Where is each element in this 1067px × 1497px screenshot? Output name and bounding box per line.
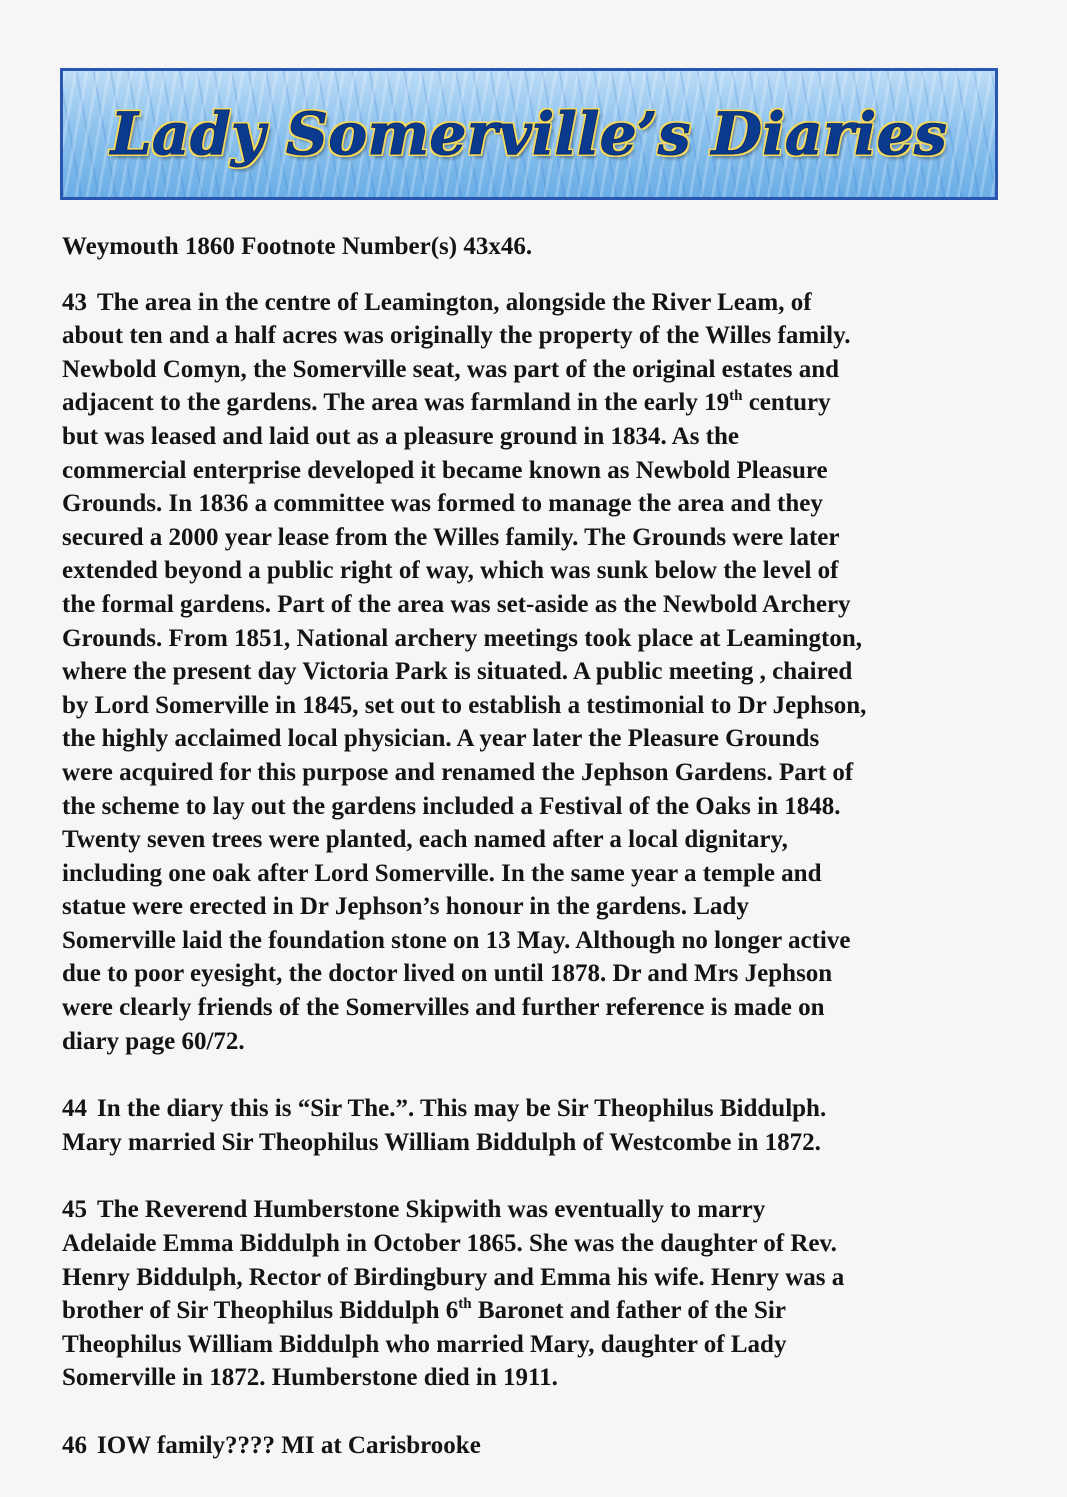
footnote-text: Grounds. From 1851, National archery meetings took place at Leamington,	[62, 624, 862, 652]
footnote-line	[62, 454, 1012, 488]
document-body	[62, 230, 1012, 1497]
footnote-text: brother of Sir Theophilus Biddulph 6	[62, 1297, 459, 1325]
footnote-46	[62, 1429, 1012, 1463]
footnote-line	[62, 1025, 1012, 1059]
footnote-line	[62, 1261, 1012, 1295]
footnote-line	[62, 1193, 1012, 1227]
footnote-line	[62, 790, 1012, 824]
footnote-text: century	[742, 389, 831, 417]
footnote-text: the highly acclaimed local physician. A year later the Pleasure Grounds	[62, 725, 820, 753]
footnote-text: secured a 2000 year lease from the Willes family. The Grounds were later	[62, 523, 840, 551]
footnote-text: The Reverend Humberstone Skipwith was eventually to marry	[97, 1196, 766, 1224]
footnote-line	[62, 554, 1012, 588]
footnote-text: where the present day Victoria Park is situated. A public meeting , chaired	[62, 658, 853, 686]
footnote-number: 45	[62, 1196, 87, 1224]
footnote-text: were clearly friends of the Somervilles and further reference is made on	[62, 994, 825, 1022]
page-heading: Weymouth 1860 Footnote Number(s) 43x46.	[62, 233, 533, 260]
footnote-text: by Lord Somerville in 1845, set out to establish a testimonial to Dr Jephson,	[62, 691, 867, 719]
footnote-line	[62, 420, 1012, 454]
footnote-text: Henry Biddulph, Rector of Birdingbury and Emma his wife. Henry was a	[62, 1263, 845, 1291]
footnote-number: 46	[62, 1432, 87, 1459]
footnotes-list	[62, 286, 1012, 1463]
footnote-line	[62, 1092, 1012, 1126]
banner-title: Lady Somerville’s Diaries	[110, 100, 948, 168]
footnote-text: due to poor eyesight, the doctor lived on until 1878. Dr and Mrs Jephson	[62, 960, 833, 988]
footnote-line	[62, 722, 1012, 756]
footnote-text: Newbold Comyn, the Somerville seat, was part of the original estates and	[62, 355, 840, 383]
footnote-line	[62, 386, 1012, 420]
footnote-45	[62, 1193, 1012, 1395]
footnote-text: about ten and a half acres was originally the property of the Willes family.	[62, 322, 851, 350]
footnote-text: Somerville laid the foundation stone on 13 May. Although no longer active	[62, 926, 851, 954]
footnote-text: were acquired for this purpose and renamed the Jephson Gardens. Part of	[62, 758, 854, 786]
footnote-text: statue were erected in Dr Jephson’s honour in the gardens. Lady	[62, 893, 749, 921]
footnote-line	[62, 1429, 1012, 1463]
footnote-line	[62, 1361, 1012, 1395]
footnote-line	[62, 622, 1012, 656]
footnote-number: 44	[62, 1095, 87, 1123]
footnote-line	[62, 1227, 1012, 1261]
footnote-text: adjacent to the gardens. The area was farmland in the early 19	[62, 389, 730, 417]
footnote-text: Adelaide Emma Biddulph in October 1865. She was the daughter of Rev.	[62, 1230, 837, 1258]
footnote-text: Grounds. In 1836 a committee was formed to manage the area and they	[62, 490, 823, 518]
footnote-text: diary page 60/72.	[62, 1027, 245, 1055]
footnote-line	[62, 655, 1012, 689]
footnote-line	[62, 353, 1012, 387]
footnote-text: In the diary this is “Sir The.”. This may be Sir Theophilus Biddulph.	[97, 1095, 827, 1123]
footnote-text: The area in the centre of Leamington, alongside the River Leam, of	[97, 288, 812, 316]
footnote-text: extended beyond a public right of way, which was sunk below the level of	[62, 557, 839, 585]
footnote-line	[62, 487, 1012, 521]
footnote-text: IOW family???? MI at Carisbrooke	[97, 1432, 481, 1459]
footnote-text: but was leased and laid out as a pleasure ground in 1834. As the	[62, 422, 740, 450]
footnote-line	[62, 823, 1012, 857]
footnote-text: the formal gardens. Part of the area was set-aside as the Newbold Archery	[62, 590, 851, 618]
superscript-text: th	[458, 1296, 472, 1313]
superscript-text: th	[729, 388, 743, 405]
title-banner	[60, 68, 998, 200]
footnote-line	[62, 756, 1012, 790]
footnote-line	[62, 588, 1012, 622]
footnote-line	[62, 286, 1012, 320]
footnote-number: 43	[62, 288, 87, 316]
footnote-text: including one oak after Lord Somerville. In the same year a temple and	[62, 859, 822, 887]
footnote-44	[62, 1092, 1012, 1159]
footnote-line	[62, 1328, 1012, 1362]
footnote-line	[62, 319, 1012, 353]
footnote-text: Theophilus William Biddulph who married Mary, daughter of Lady	[62, 1330, 787, 1358]
footnote-text: Mary married Sir Theophilus William Biddulph of Westcombe in 1872.	[62, 1128, 821, 1156]
footnote-line	[62, 924, 1012, 958]
footnote-text: the scheme to lay out the gardens included a Festival of the Oaks in 1848.	[62, 792, 841, 820]
footnote-line	[62, 991, 1012, 1025]
footnote-line	[62, 957, 1012, 991]
footnote-line	[62, 1294, 1012, 1328]
footnote-text: Twenty seven trees were planted, each named after a local dignitary,	[62, 826, 788, 854]
footnote-line	[62, 857, 1012, 891]
footnote-line	[62, 689, 1012, 723]
footnote-line	[62, 890, 1012, 924]
footnote-text: Somerville in 1872. Humberstone died in 1911.	[62, 1364, 558, 1392]
footnote-line	[62, 521, 1012, 555]
footnote-text: commercial enterprise developed it became known as Newbold Pleasure	[62, 456, 828, 484]
footnote-text: Baronet and father of the Sir	[471, 1297, 786, 1325]
footnote-line	[62, 1126, 1012, 1160]
footnote-43	[62, 286, 1012, 1059]
